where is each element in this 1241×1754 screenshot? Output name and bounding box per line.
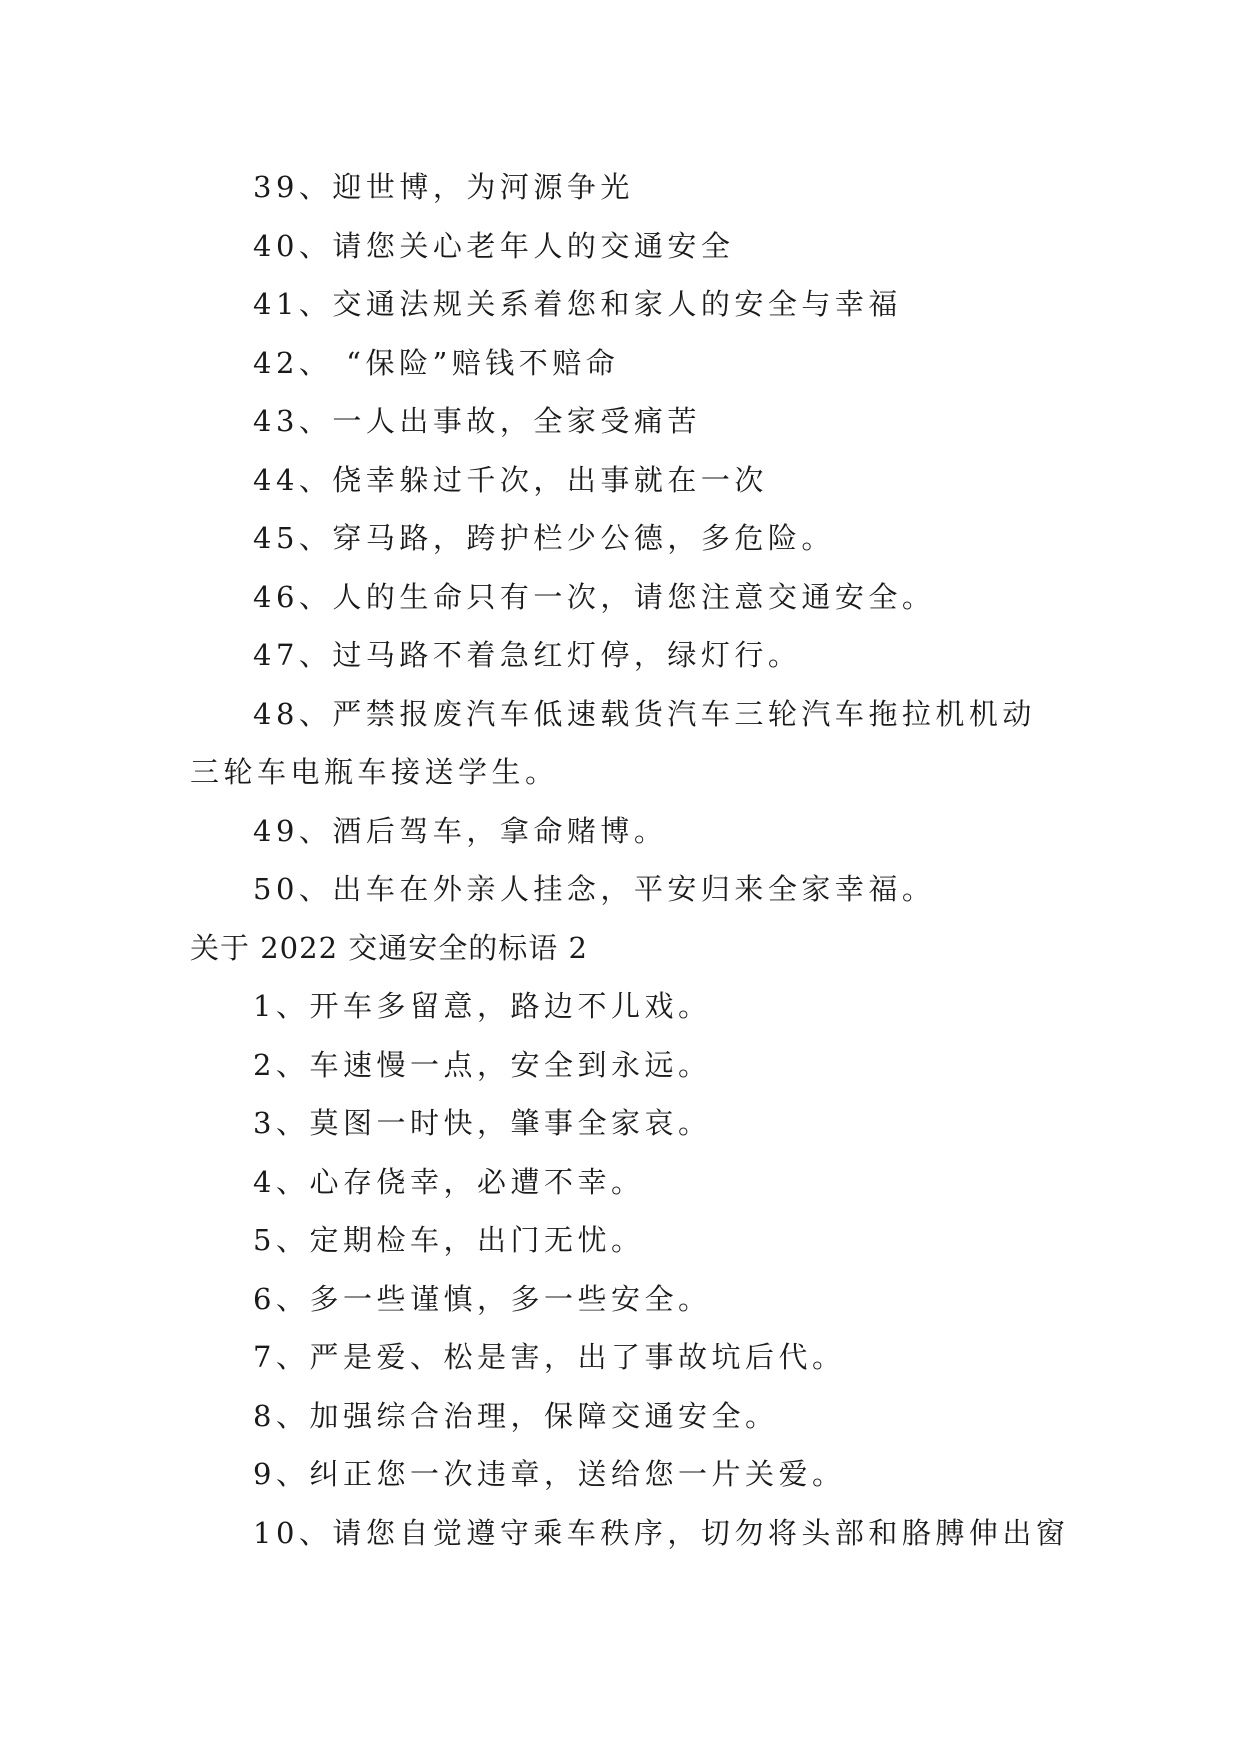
list-item: 39、迎世博，为河源争光 [253, 170, 634, 204]
list-item: 2、车速慢一点，安全到永远。 [253, 1047, 712, 1082]
section-heading: 关于 2022 交通安全的标语 2 [190, 930, 588, 965]
list-item: 46、人的生命只有一次，请您注意交通安全。 [253, 579, 936, 614]
list-item: 3、莫图一时快，肇事全家哀。 [253, 1106, 712, 1140]
list-item: 8、加强综合治理，保障交通安全。 [253, 1398, 779, 1433]
list-item: 10、请您自觉遵守乘车秩序，切勿将头部和胳膊伸出窗 [253, 1515, 1070, 1550]
list-item: 49、酒后驾车，拿命赌博。 [253, 813, 668, 848]
list-item: 4、心存侥幸，必遭不幸。 [253, 1164, 645, 1199]
list-item: 43、一人出事故，全家受痛苦 [253, 404, 701, 438]
list-item: 48、严禁报废汽车低速载货汽车三轮汽车拖拉机机动三轮车电瓶车接送学生。 [190, 696, 1036, 789]
list-item: 7、严是爱、松是害，出了事故坑后代。 [253, 1340, 846, 1374]
list-item: 9、纠正您一次违章，送给您一片关爱。 [253, 1457, 846, 1491]
list-item: 44、侥幸躲过千次，出事就在一次 [253, 462, 768, 497]
list-item: 1、开车多留意，路边不儿戏。 [253, 989, 712, 1023]
list-item: 47、过马路不着急红灯停，绿灯行。 [253, 638, 802, 672]
document-body [190, 158, 1070, 1562]
list-item: 50、出车在外亲人挂念，平安归来全家幸福。 [253, 872, 936, 906]
list-item: 6、多一些谨慎，多一些安全。 [253, 1281, 712, 1316]
list-item: 41、交通法规关系着您和家人的安全与幸福 [253, 287, 902, 321]
list-item: 40、请您关心老年人的交通安全 [253, 228, 735, 263]
list-item: 42、 “保险”赔钱不赔命 [253, 345, 620, 380]
list-item: 45、穿马路，跨护栏少公德，多危险。 [253, 521, 835, 555]
list-item: 5、定期检车，出门无忧。 [253, 1223, 645, 1257]
